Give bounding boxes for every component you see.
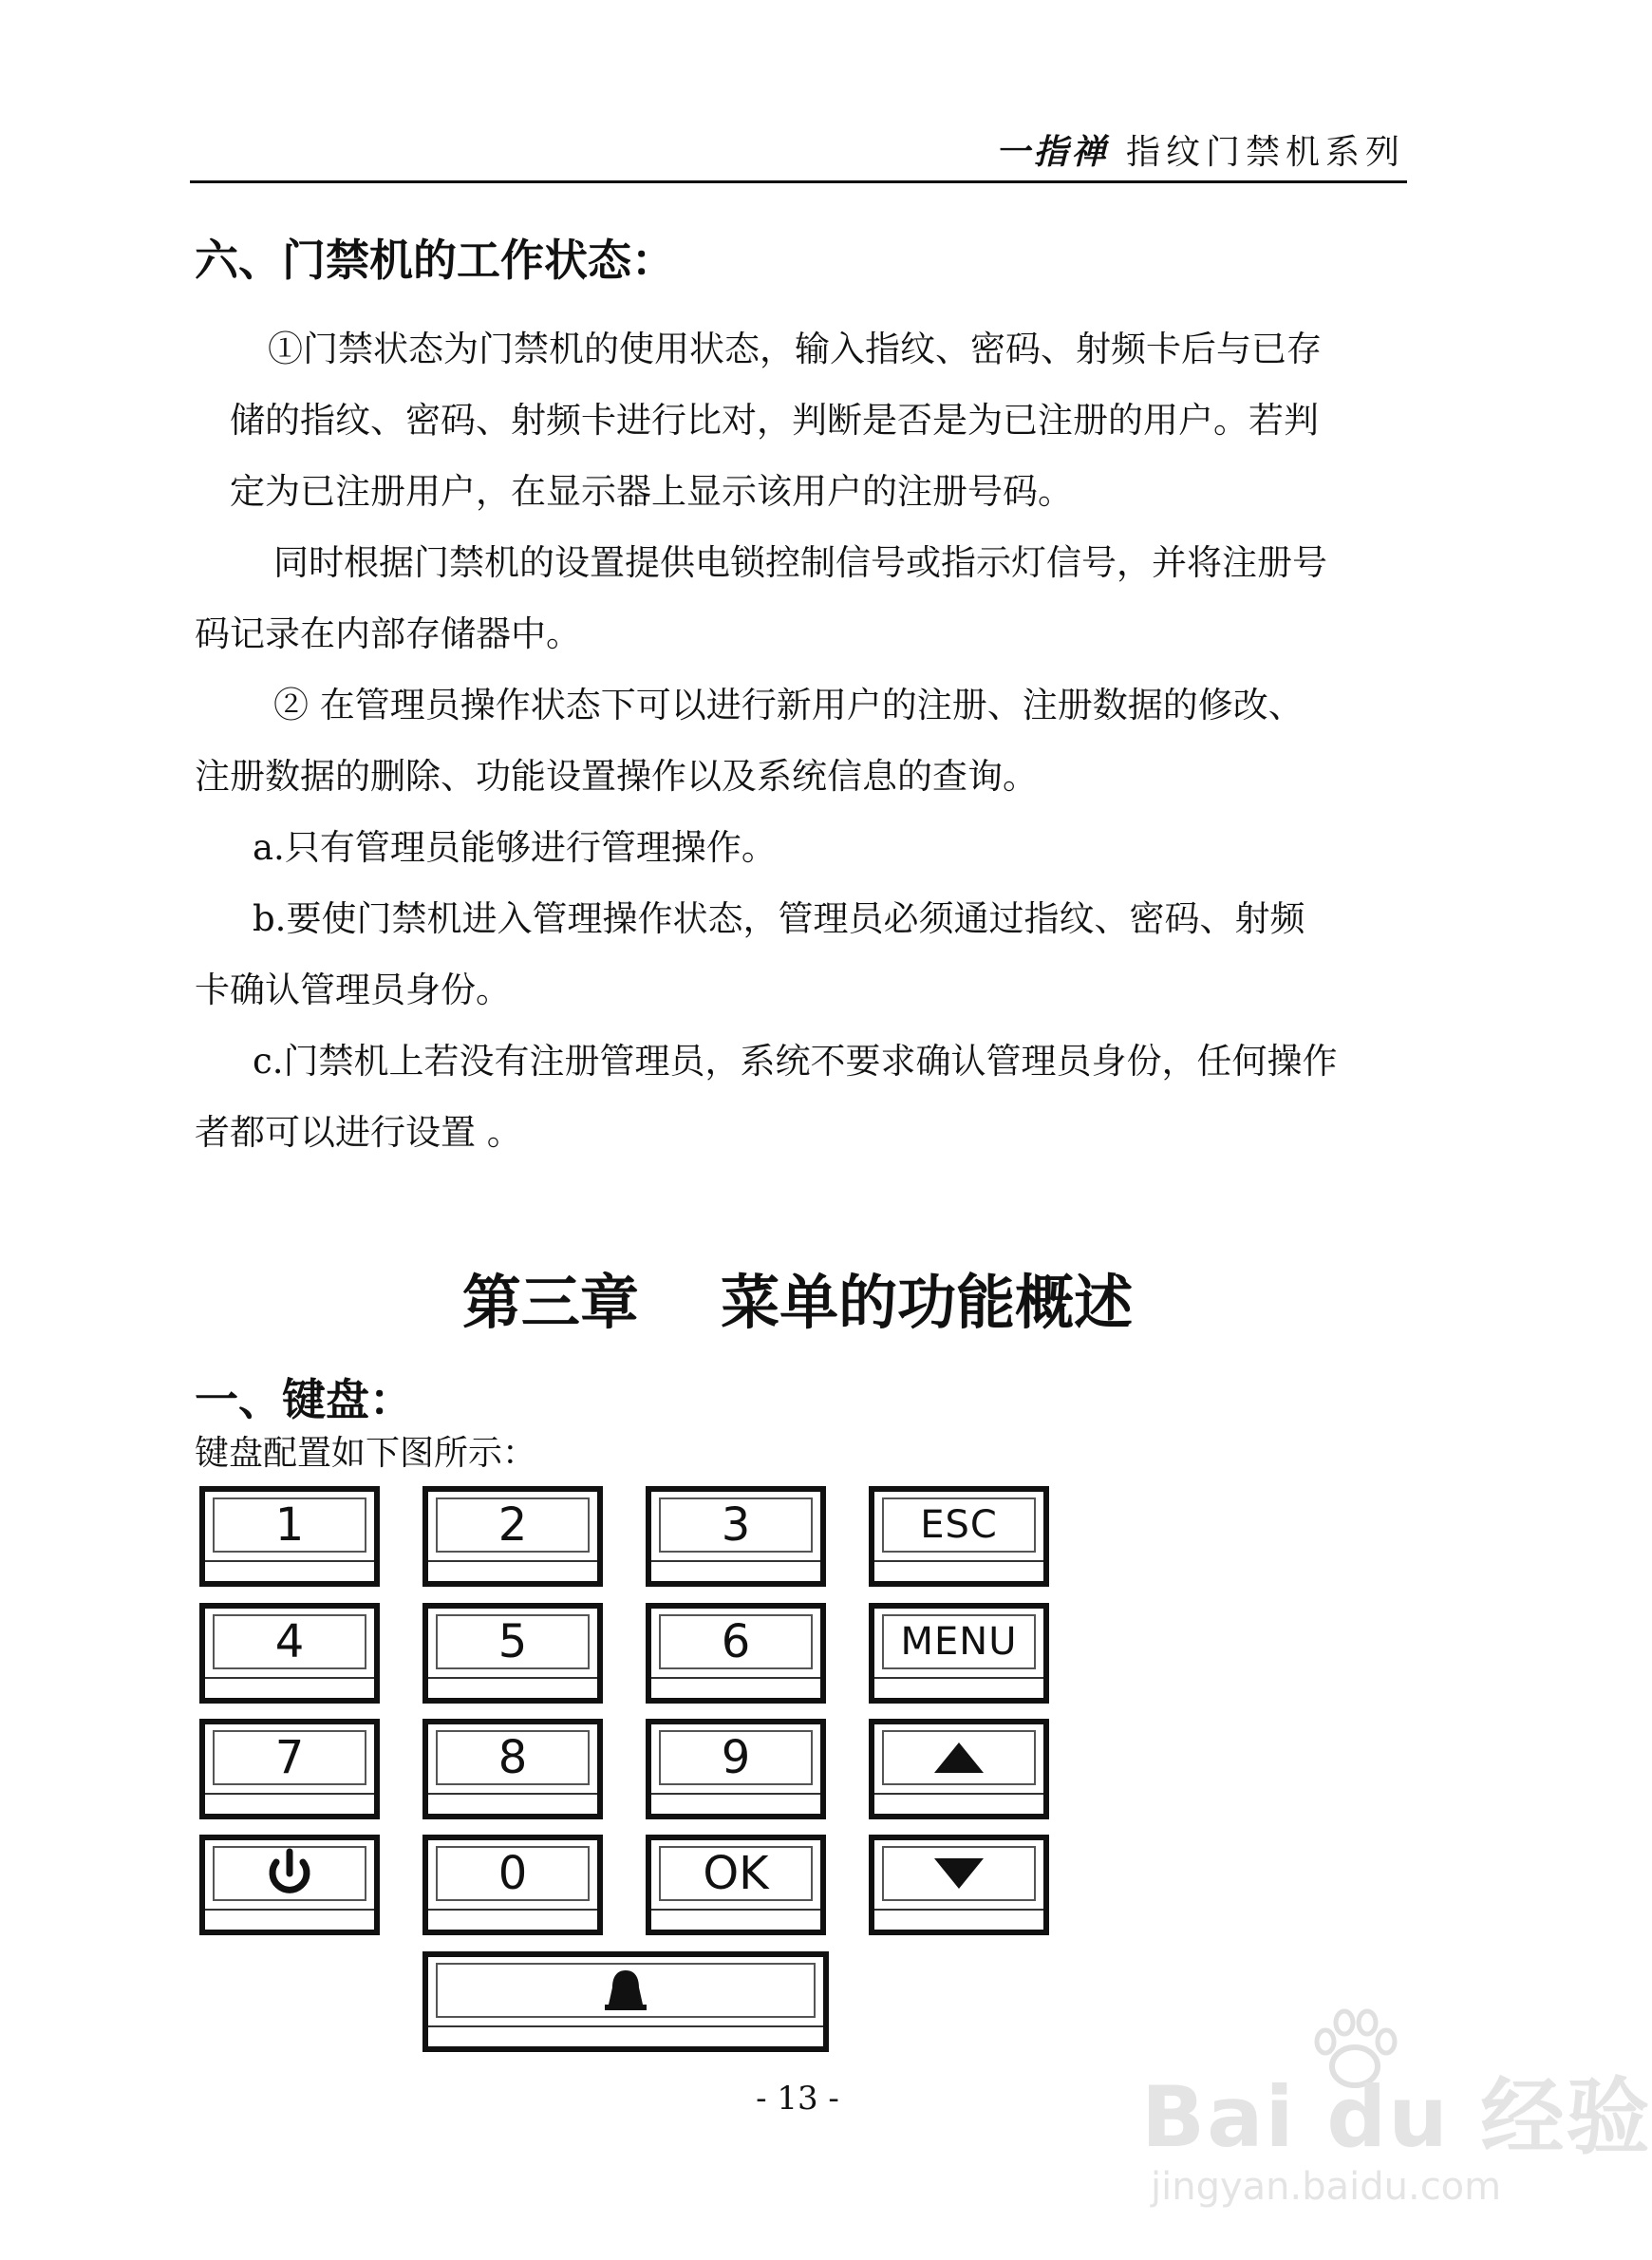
key-2 bbox=[422, 1486, 603, 1587]
key-label: 5 bbox=[436, 1614, 590, 1669]
key-label: 1 bbox=[213, 1497, 366, 1553]
key-8 bbox=[422, 1719, 603, 1819]
key-3 bbox=[646, 1486, 826, 1587]
key-down bbox=[869, 1835, 1049, 1935]
page-number: - 13 - bbox=[756, 2080, 839, 2118]
running-header bbox=[996, 125, 1405, 174]
key-label: 0 bbox=[436, 1846, 590, 1901]
key-label: 4 bbox=[213, 1614, 366, 1669]
paragraph-line: b.要使门禁机进入管理操作状态，管理员必须通过指纹、密码、射频 bbox=[253, 898, 1305, 939]
key-menu bbox=[869, 1603, 1049, 1704]
up-arrow-icon bbox=[932, 1741, 986, 1775]
down-arrow-icon bbox=[932, 1856, 986, 1891]
paragraph-line: 储的指纹、密码、射频卡进行比对，判断是否是为已注册的用户。若判 bbox=[230, 400, 1319, 441]
key-5 bbox=[422, 1603, 603, 1704]
keyboard-heading: 一、键盘： bbox=[195, 1374, 413, 1425]
key-4 bbox=[199, 1603, 380, 1704]
baidu-watermark bbox=[1141, 2042, 1652, 2232]
paragraph-line: 注册数据的删除、功能设置操作以及系统信息的查询。 bbox=[195, 756, 1038, 797]
key-label: OK bbox=[659, 1846, 813, 1901]
bell-icon bbox=[597, 1967, 654, 2014]
paragraph-line: 者都可以进行设置 。 bbox=[195, 1112, 522, 1153]
key-6 bbox=[646, 1603, 826, 1704]
paragraph-line: c.门禁机上若没有注册管理员，系统不要求确认管理员身份，任何操作 bbox=[253, 1041, 1338, 1082]
header-rule bbox=[190, 180, 1407, 183]
paragraph-line: 同时根据门禁机的设置提供电锁控制信号或指示灯信号，并将注册号 bbox=[273, 542, 1327, 583]
paragraph-line: 卡确认管理员身份。 bbox=[195, 970, 511, 1010]
key-ok bbox=[646, 1835, 826, 1935]
key-label: 9 bbox=[659, 1730, 813, 1785]
paragraph-line: ①门禁状态为门禁机的使用状态，输入指纹、密码、射频卡后与已存 bbox=[268, 329, 1322, 369]
key-1 bbox=[199, 1486, 380, 1587]
key-up bbox=[869, 1719, 1049, 1819]
power-icon bbox=[263, 1849, 316, 1898]
key-label: 2 bbox=[436, 1497, 590, 1553]
chapter-title: 第三章 菜单的功能概述 bbox=[461, 1268, 1134, 1337]
key-esc bbox=[869, 1486, 1049, 1587]
header-brand-bold: 一指禅 bbox=[995, 133, 1110, 172]
key-label: 3 bbox=[659, 1497, 813, 1553]
key-label: 6 bbox=[659, 1614, 813, 1669]
keypad-caption: 键盘配置如下图所示： bbox=[195, 1434, 537, 1473]
key-9 bbox=[646, 1719, 826, 1819]
watermark-logo: Bai du 经验 bbox=[1141, 2068, 1652, 2166]
key-power bbox=[199, 1835, 380, 1935]
key-bell bbox=[422, 1951, 829, 2052]
key-7 bbox=[199, 1719, 380, 1819]
header-brand-series: 指纹门禁机系列 bbox=[1125, 133, 1405, 172]
key-label: MENU bbox=[882, 1614, 1036, 1669]
key-label: 7 bbox=[213, 1730, 366, 1785]
paragraph-line: ② 在管理员操作状态下可以进行新用户的注册、注册数据的修改、 bbox=[273, 685, 1304, 725]
paragraph-line: 定为已注册用户，在显示器上显示该用户的注册号码。 bbox=[230, 471, 1073, 512]
paragraph-line: 码记录在内部存储器中。 bbox=[195, 613, 581, 654]
watermark-url: jingyan.baidu.com bbox=[1151, 2165, 1502, 2209]
key-0 bbox=[422, 1835, 603, 1935]
key-label: ESC bbox=[882, 1497, 1036, 1553]
key-label: 8 bbox=[436, 1730, 590, 1785]
paragraph-line: a.只有管理员能够进行管理操作。 bbox=[253, 827, 777, 868]
section-heading: 六、门禁机的工作状态： bbox=[195, 235, 675, 286]
